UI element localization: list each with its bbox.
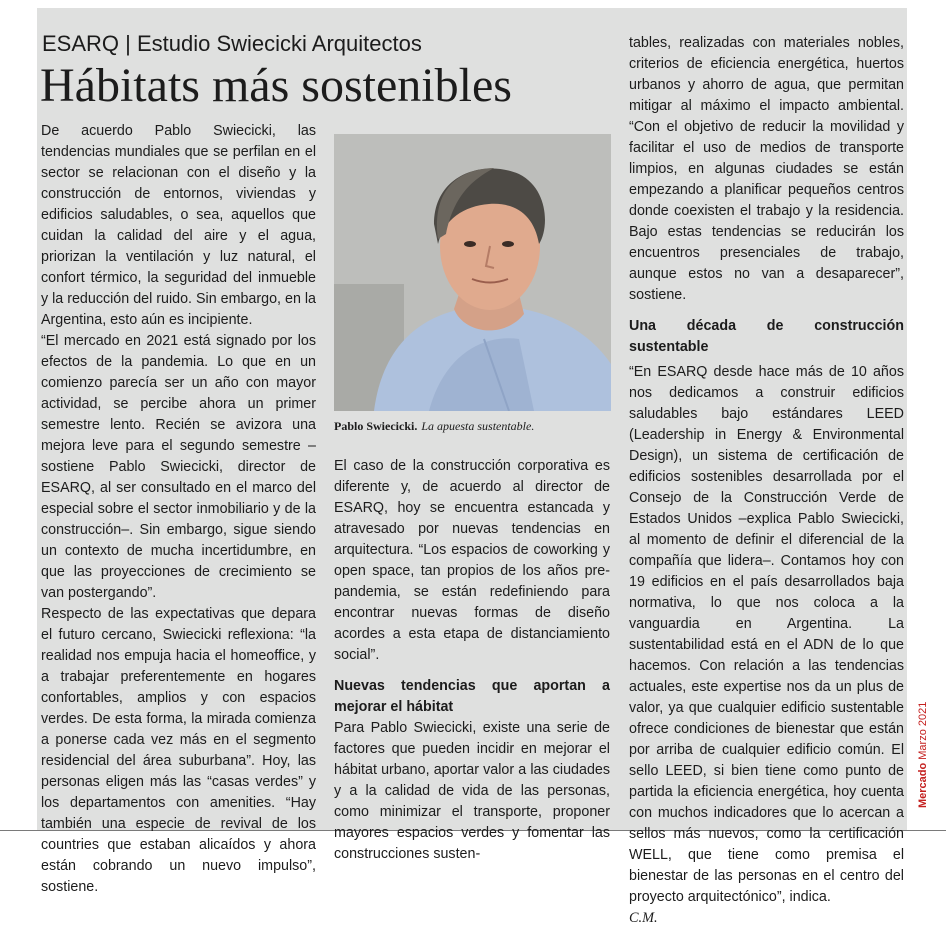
publication-issue: Marzo 2021	[917, 701, 929, 760]
photo-caption	[334, 418, 534, 434]
publication-sidebar	[917, 702, 929, 808]
signature: C.M.	[629, 910, 658, 926]
column-2	[334, 456, 610, 865]
paragraph: Para Pablo Swiecicki, existe una serie de factores que pueden incidir en mejorar el hábitat urbano, aportar valor a las ciudades y a la calidad de vida de las personas, como minimizar el transporte, proponer mayores espacios verdes y fomentar las construcciones susten-	[334, 720, 610, 862]
headline: Hábitats más sostenibles	[40, 59, 512, 112]
portrait-photo	[334, 134, 611, 411]
paragraph: De acuerdo Pablo Swiecicki, las tendencias mundiales que se perfilan en el sector se relacionan con el diseño y la construcción de entornos, viviendas y edificios saludables, o sea, aquellos que cuidan la calidad del aire y el agua, priorizan la ventilación y luz natural, el confort térmico, la seguridad del inmueble y la reducción del ruido. Sin embargo, en la Argentina, esto aún es incipiente.	[41, 123, 316, 328]
paragraph: Respecto de las expectativas que depara el futuro cercano, Swiecicki reflexiona: “la realidad nos empuja hacia el homeoffice, y a trabajar preferentemente en hogares confortables, amplios y con espacios verdes. De esta forma, la mirada comienza a ponerse cada vez más en el segmento residencial del área suburbana”. Hoy, las personas eligen más las “casas verdes” y los departamentos con amenities. “Hay también una especie de revival de los countries que estaban alicaídos y ahora están cobrando un nuevo impulso”, sostiene.	[41, 606, 316, 895]
caption-text: La apuesta sustentable.	[421, 419, 535, 433]
publication-name: Mercado	[917, 762, 929, 808]
subheading: Nuevas tendencias que aportan a mejorar el hábitat	[334, 678, 610, 715]
paragraph: El caso de la construcción corporativa es diferente y, de acuerdo al director de ESARQ, hoy se encuentra estancada y atravesado por nuevas tendencias en arquitectura. “Los espacios de coworking y open space, tan propios de los años pre-pandemia, se están redefiniendo para encontrar nuevas formas de diseño acordes a esta etapa de distanciamiento social”.	[334, 458, 610, 663]
paragraph: “El mercado en 2021 está signado por los efectos de la pandemia. Lo que en un comienzo parecía ser un año con mayor actividad, se percibe ahora un primer semestre lento. Recién se avizora una mejora leve para el segundo semestre –sostiene Pablo Swiecicki, director de ESARQ, al ser consultado en el marco del especial sobre el sector inmobiliario y de la construcción–. Sin embargo, sigue siendo un contexto de mucha incertidumbre, en que las proyecciones de crecimiento se van postergando”.	[41, 333, 316, 601]
paragraph: tables, realizadas con materiales nobles, criterios de eficiencia energética, huertos urbanos y ahorro de agua, que permitan mitigar al máximo el impacto ambiental. “Con el objetivo de reducir la movilidad y facilitar el uso de medios de transporte limpios, en algunas ciudades se están empezando a planificar pequeños centros donde coexisten el trabajo y la residencia. Bajo estas tendencias se reducirán los encuentros presenciales de trabajo, aunque estos no van a desaparecer”, sostiene.	[629, 35, 904, 303]
kicker: ESARQ | Estudio Swiecicki Arquitectos	[42, 31, 422, 56]
paragraph: “En ESARQ desde hace más de 10 años nos dedicamos a construir edificios saludables bajo estándares LEED (Leadership in Energy & Environmental Design), un sistema de certificación de edificios sostenibles desarrollada por el Consejo de la Construcción Verde de Estados Unidos –explica Pablo Swiecicki, al momento de definir el diferencial de la compañía que lidera–. Contamos hoy con 19 edificios en el país desarrollados baja normativa, lo que nos coloca a la vanguardia en Argentina. La sustentabilidad está en el ADN de lo que hacemos. Con relación a las tendencias actuales, este expertise nos da un plus de valor, ya que cualquier edificio sustentable ofrece condiciones de bienestar que están por arriba de cualquier edificio común. El sello LEED, si bien tiene como punto de partida la eficiencia energética, hoy cuenta con muchos indicadores que lo acercan a sellos más nuevos, como la certificación WELL, que tiene como premisa el bienestar de las personas en el centro del proyecto arquitectónico”, indica.	[629, 364, 904, 905]
caption-name: Pablo Swiecicki.	[334, 419, 418, 433]
column-1	[41, 121, 316, 898]
column-3	[629, 33, 904, 929]
portrait-illustration	[334, 134, 611, 411]
subheading: Una década de construcción sustentable	[629, 318, 904, 355]
